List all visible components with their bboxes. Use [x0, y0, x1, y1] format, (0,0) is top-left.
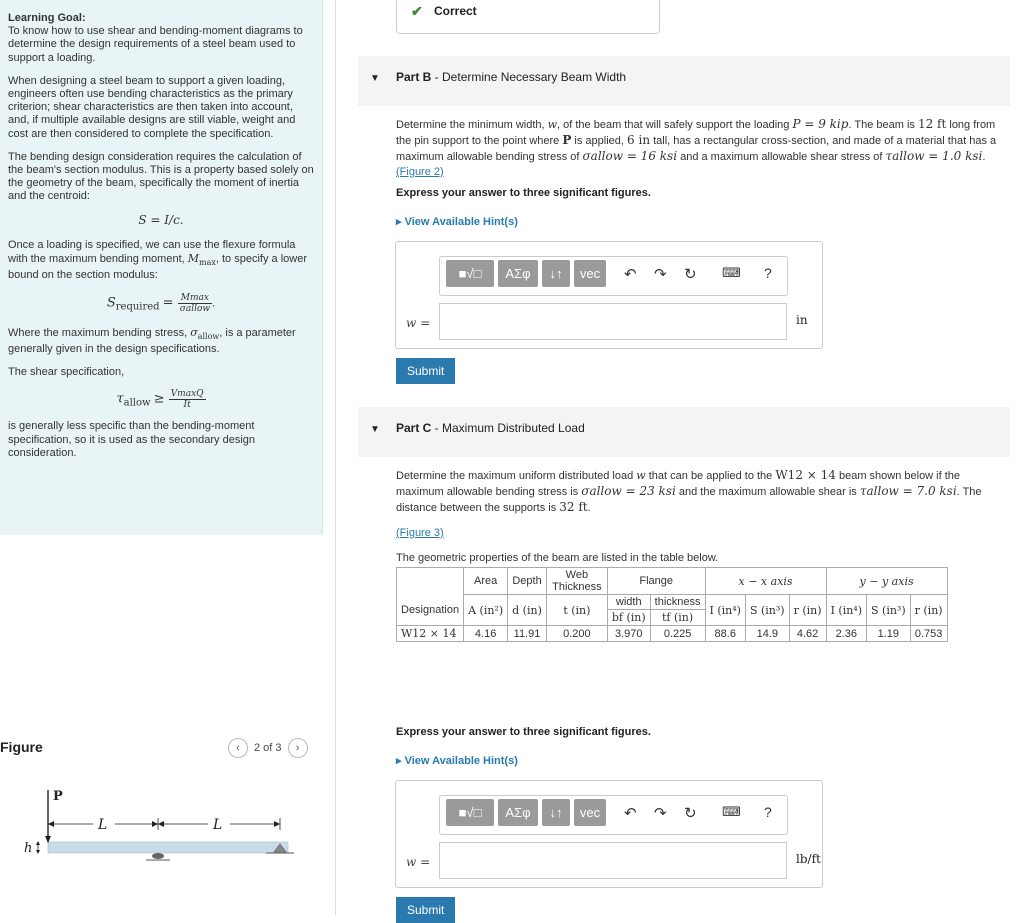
- learning-goal-text: To know how to use shear and bending-moment diagrams to determine the design requirements of a steel beam used to support a loading.: [8, 25, 303, 64]
- math-toolbar: [439, 256, 788, 296]
- shear-equation: $\tau_{allow}$ ≥ $\frac{VmaxQ}{It}$: [116, 389, 204, 411]
- required-section-modulus-equation: $S_{required}$ = $\frac{Mmax}{\text{σallow}}$ .: [106, 292, 216, 314]
- figure-pager: [228, 738, 308, 758]
- figure-page-indicator: 2 of 3: [254, 742, 282, 754]
- vector-button[interactable]: vec: [574, 799, 606, 826]
- column-divider: [335, 0, 336, 915]
- span-2-label: L: [213, 817, 223, 833]
- keyboard-icon[interactable]: ⌨: [722, 804, 741, 819]
- sort-button[interactable]: ↓↑: [542, 260, 570, 287]
- part-b-header[interactable]: ▼ Part B - Determine Necessary Beam Width: [358, 56, 1010, 106]
- checkmark-icon: ✔: [411, 3, 423, 19]
- part-c-answer-box: [395, 780, 823, 888]
- keyboard-icon[interactable]: ⌨: [722, 265, 741, 280]
- th-designation: Designation: [397, 595, 464, 626]
- prev-figure-button[interactable]: ‹: [228, 738, 248, 758]
- redo-icon[interactable]: ↷: [654, 805, 667, 822]
- help-icon[interactable]: ?: [764, 265, 772, 281]
- figure-title: Figure: [0, 739, 43, 755]
- th-xx-axis: x − x axis: [705, 568, 826, 595]
- undo-icon[interactable]: ↶: [624, 805, 637, 822]
- greek-button[interactable]: ΑΣφ: [498, 799, 538, 826]
- flexure-paragraph: Once a loading is specified, we can use the flexure formula with the maximum bending moment, $M_{max}$, to specify a lower bound on the section modulus:: [8, 238, 307, 282]
- part-c-name: Part C: [396, 421, 432, 435]
- learning-goal-title: Learning Goal:: [8, 12, 86, 24]
- math-toolbar: [439, 795, 788, 835]
- height-label: h: [24, 841, 33, 856]
- part-c-title: Maximum Distributed Load: [442, 421, 585, 435]
- correct-label: Correct: [434, 4, 477, 18]
- next-figure-button[interactable]: ›: [288, 738, 308, 758]
- part-c-header[interactable]: ▼ Part C - Maximum Distributed Load: [358, 407, 1010, 457]
- part-b-hint-link[interactable]: ▸ View Available Hint(s): [396, 216, 518, 228]
- sort-button[interactable]: ↓↑: [542, 799, 570, 826]
- span-1-label: L: [98, 817, 108, 833]
- bending-stress-paragraph: Where the maximum bending stress, $\sigma_{allow}$, is a parameter generally given in the design specifications.: [8, 325, 296, 356]
- part-b-express: Express your answer to three significant figures.: [396, 187, 651, 199]
- part-c-unit: lb/ft: [796, 852, 821, 866]
- load-label: P: [53, 789, 63, 804]
- part-b-submit-button[interactable]: Submit: [396, 358, 455, 384]
- part-c-express: Express your answer to three significant figures.: [396, 726, 651, 738]
- th-flange: Flange: [607, 568, 705, 595]
- table-intro: The geometric properties of the beam are listed in the table below.: [396, 552, 719, 564]
- secondary-consideration-paragraph: is generally less specific than the bending-moment specification, so it is used as the secondary design consideration.: [8, 420, 256, 459]
- beam-rect: [48, 842, 288, 853]
- vector-button[interactable]: vec: [574, 260, 606, 287]
- part-b-answer-input[interactable]: [439, 303, 787, 340]
- part-b-var-label: w =: [406, 316, 431, 330]
- part-c-var-label: w =: [406, 855, 431, 869]
- correct-feedback: [396, 0, 660, 34]
- section-modulus-equation: S = I/c.: [138, 212, 184, 227]
- part-b-name: Part B: [396, 70, 432, 84]
- reset-icon[interactable]: ↻: [684, 805, 697, 822]
- beam-figure: [18, 786, 298, 866]
- templates-button[interactable]: ■√□: [446, 799, 494, 826]
- part-c-submit-button[interactable]: Submit: [396, 897, 455, 923]
- figure-2-link[interactable]: (Figure 2): [396, 166, 444, 178]
- part-c-question: Determine the maximum uniform distributed load w that can be applied to the W12 × 14 beam shown below if the maximum allowable bending stress is σallow = 23 ksi and the maximum allowable shear is τallow = 7.0 ksi. The distance between the supports is 32 ft.: [396, 468, 982, 514]
- part-c-hint-link[interactable]: ▸ View Available Hint(s): [396, 755, 518, 767]
- reset-icon[interactable]: ↻: [684, 266, 697, 283]
- help-icon[interactable]: ?: [764, 804, 772, 820]
- part-b-answer-box: [395, 241, 823, 349]
- beam-properties-table: Area Depth Web Thickness Flange x − x axis y − y axis Designation A (in²) d (in) t (in) width thickness I (in⁴) S (in³) r (in) I (in⁴) S (in³) r (in) bf (in) tf (in) W12 × 14 4.16 11.91 0.200 3.970 0.225 88.6 14.9 4.62 2.36 1.19 0.753: [396, 567, 948, 642]
- collapse-triangle-icon[interactable]: ▼: [370, 424, 380, 435]
- shear-paragraph: The shear specification,: [8, 366, 125, 379]
- part-b-title: Determine Necessary Beam Width: [442, 70, 627, 84]
- templates-button[interactable]: ■√□: [446, 260, 494, 287]
- th-depth: Depth: [508, 568, 547, 595]
- intro-paragraph: When designing a steel beam to support a given loading, engineers often use bending characteristics as the primary criterion; shear characteristics are then taken into account, and, if multiple available designs are still viable, weight and cost are then considered to complete the specification.: [8, 74, 296, 140]
- figure-3-link[interactable]: (Figure 3): [396, 527, 444, 539]
- th-area: Area: [464, 568, 508, 595]
- table-row: W12 × 14 4.16 11.91 0.200 3.970 0.225 88.6 14.9 4.62 2.36 1.19 0.753: [397, 626, 948, 642]
- part-b-unit: in: [796, 313, 808, 327]
- th-yy-axis: y − y axis: [826, 568, 947, 595]
- collapse-triangle-icon[interactable]: ▼: [370, 73, 380, 84]
- section-modulus-paragraph: The bending design consideration requires the calculation of the beam's section modulus. This is a property based solely on the geometry of the beam, specifically the moment of inertia and the centroid:: [8, 150, 314, 203]
- greek-button[interactable]: ΑΣφ: [498, 260, 538, 287]
- th-web: Web Thickness: [546, 568, 607, 595]
- roller-support: [152, 853, 164, 859]
- undo-icon[interactable]: ↶: [624, 266, 637, 283]
- part-b-question: Determine the minimum width, w, of the beam that will safely support the loading P = 9 kip. The beam is 12 ft long from the pin support to the point where P is applied, 6 in tall, has a rectangular cross-section, and made of a material that has a maximum allowable bending stress of σallow = 16 ksi and a maximum allowable shear stress of τallow = 1.0 ksi. (Figure 2): [396, 117, 997, 178]
- part-c-answer-input[interactable]: [439, 842, 787, 879]
- redo-icon[interactable]: ↷: [654, 266, 667, 283]
- learning-goal-panel: [0, 0, 323, 535]
